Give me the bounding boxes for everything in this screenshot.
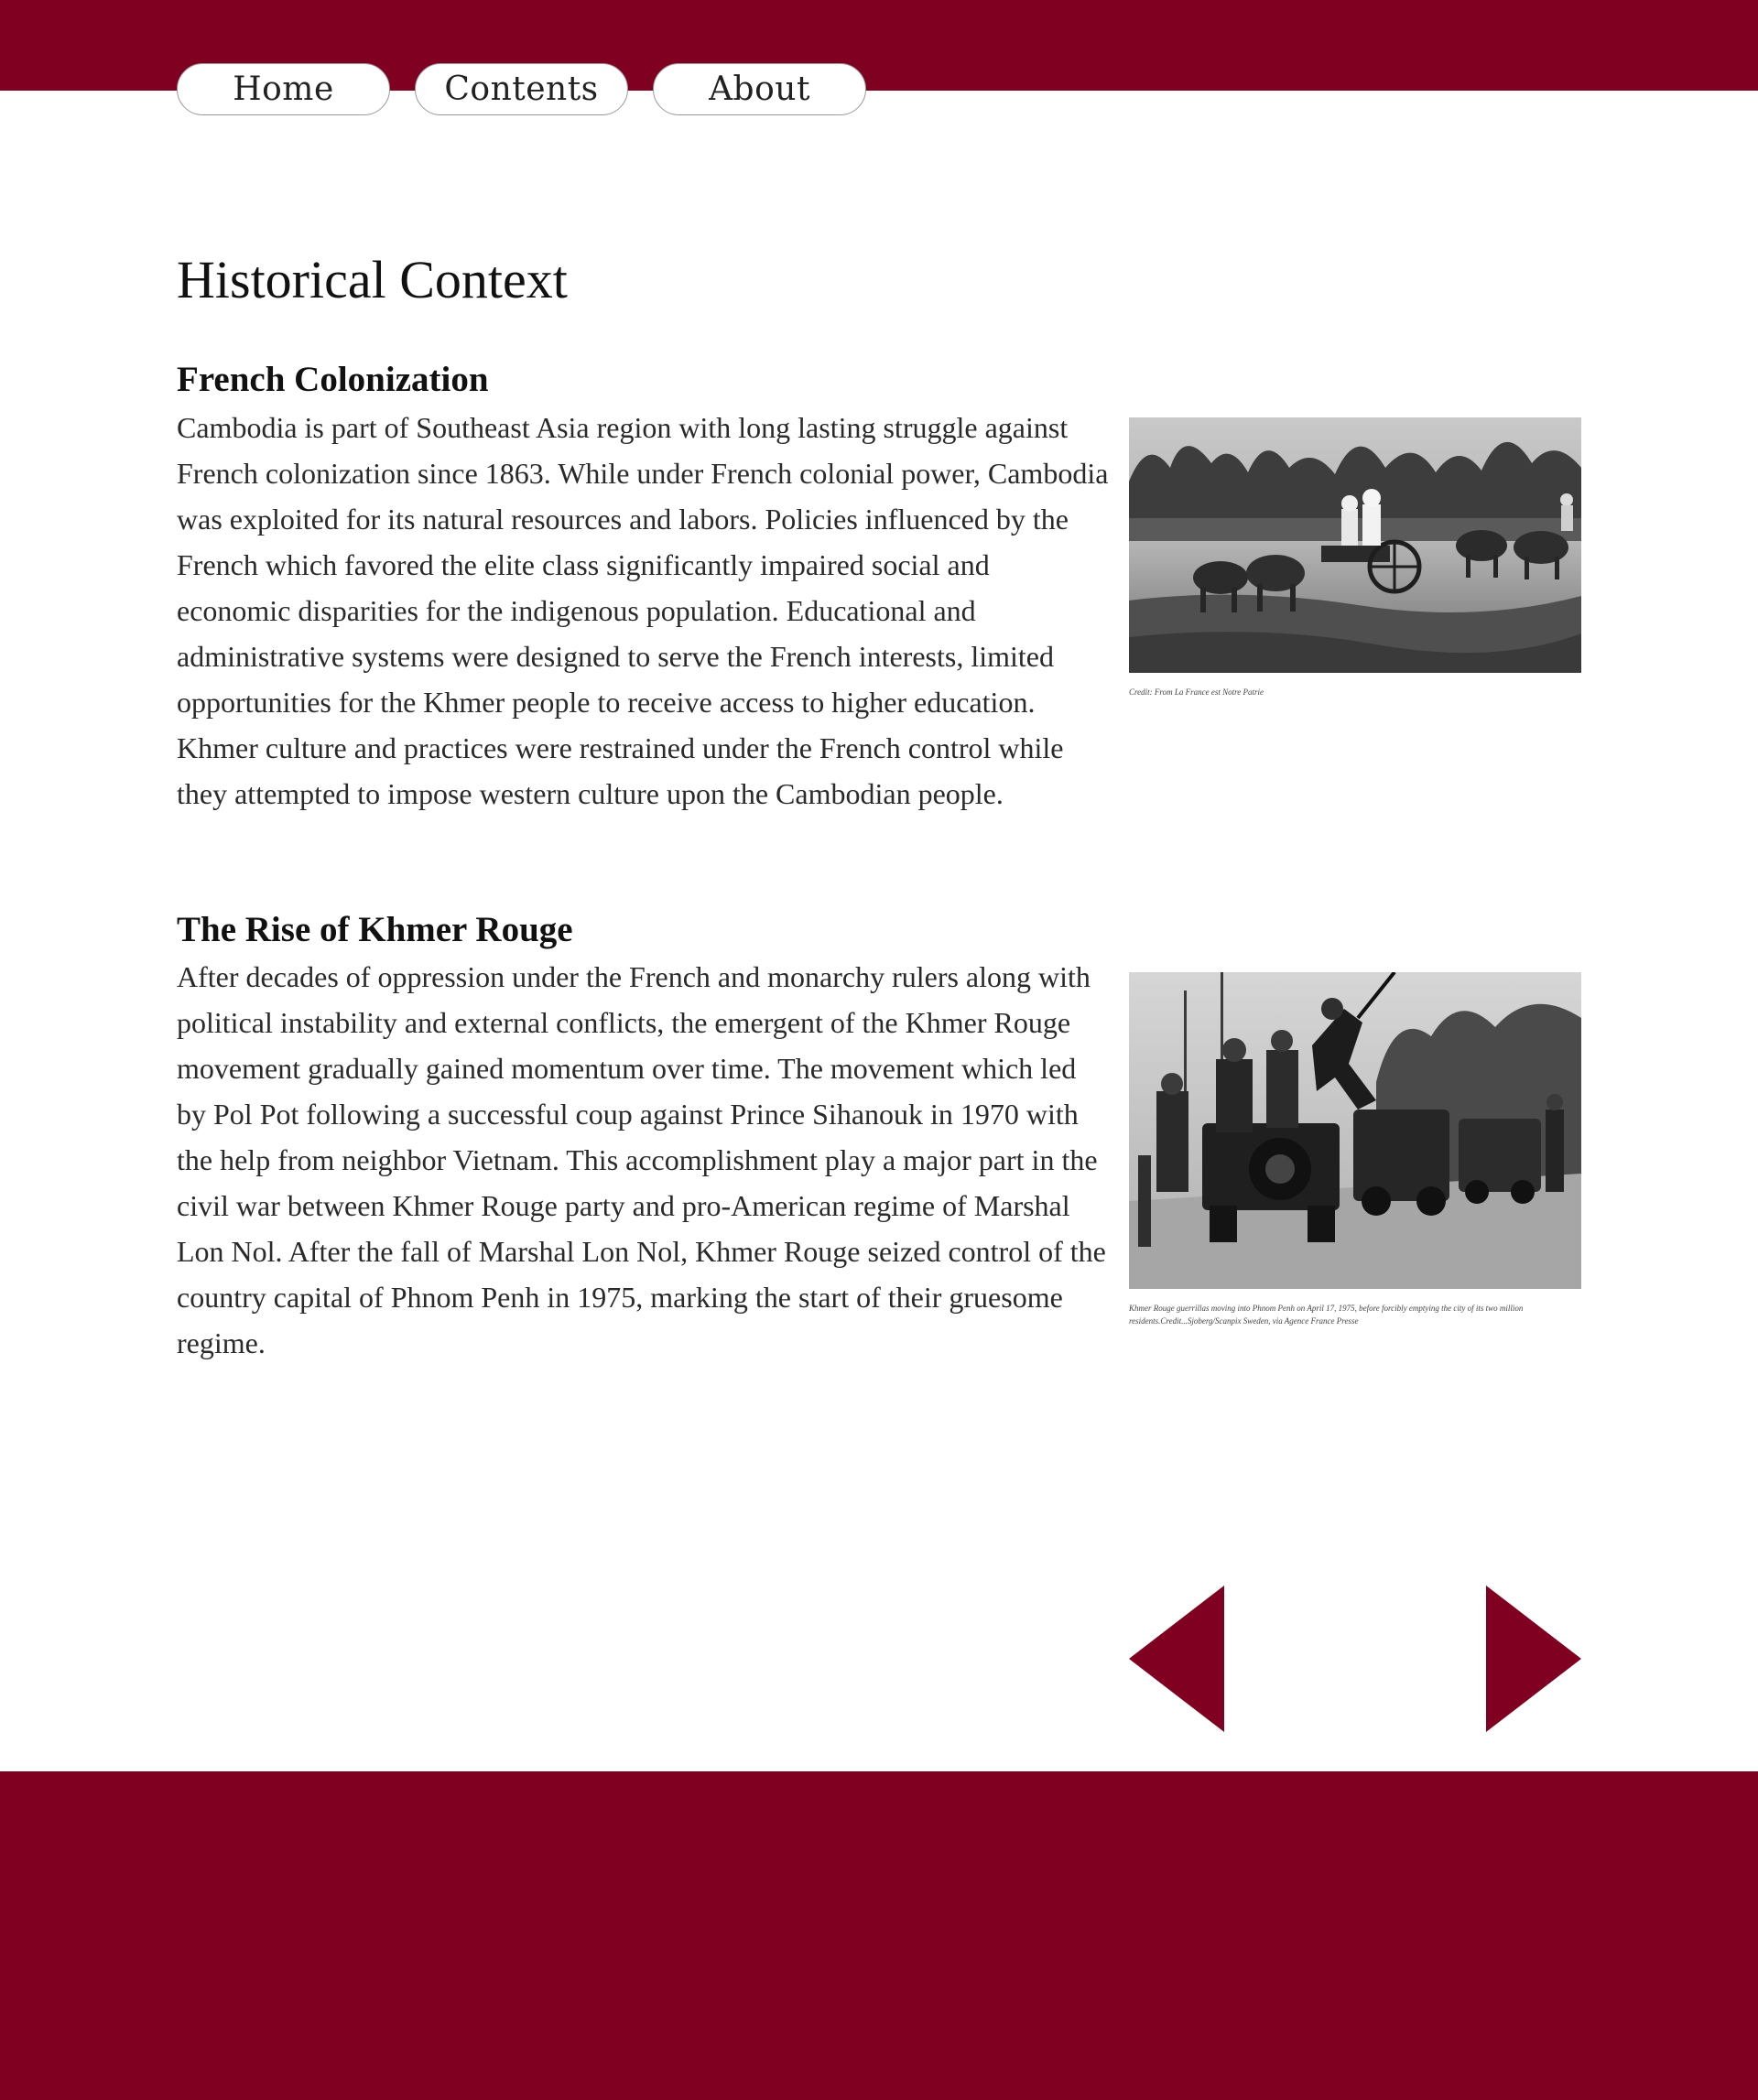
nav-about-button[interactable]: About [653, 63, 866, 115]
footer-band [0, 1771, 1758, 2100]
photo-khmer-rouge-graphic [1129, 972, 1581, 1289]
triangle-right-icon [1486, 1586, 1581, 1732]
section-text-khmer-rouge: After decades of oppression under the French and monarchy rulers along with political instability and external conflicts, the emergent of the Khmer Rouge movement gradually gained momentum over time. The movement which led by Pol Pot following a successful coup against Prince Sihanouk in 1970 with the help from neighbor Vietnam. This accomplishment play a major part in the civil war between Khmer Rouge party and pro-American regime of Marshal Lon Nol. After the fall of Marshal Lon Nol, Khmer Rouge seized control of the country capital of Phnom Penh in 1975, marking the start of their gruesome regime. [177, 960, 1106, 1359]
page-title: Historical Context [177, 250, 568, 309]
next-page-button[interactable] [1486, 1586, 1581, 1732]
nav-contents-button[interactable]: Contents [415, 63, 628, 115]
triangle-left-icon [1129, 1586, 1224, 1732]
section-title-khmer-rouge: The Rise of Khmer Rouge [177, 910, 573, 949]
prev-page-button[interactable] [1129, 1586, 1224, 1732]
section-title-french-colonization: French Colonization [177, 360, 489, 399]
photo-caption-french: Credit: From La France est Notre Patrie [1129, 687, 1264, 697]
photo-ox-cart-graphic [1129, 417, 1581, 673]
photo-caption-khmer-rouge: Khmer Rouge guerrillas moving into Phnom Penh on April 17, 1975, before forcibly emptying the city of its two million residents.Credit...Sjoberg/Scanpix Sweden, via Agence France Presse [1129, 1304, 1524, 1326]
nav-home-button[interactable]: Home [177, 63, 390, 115]
photo-ox-cart-image [1129, 417, 1581, 673]
section-text-french-colonization: Cambodia is part of Southeast Asia region with long lasting struggle against French colonization since 1863. While under French colonial power, Cambodia was exploited for its natural resources and labors. Policies influenced by the French which favored the elite class significantly impaired social and economic disparities for the indigenous population. Educational and administrative systems were designed to serve the French interests, limited opportunities for the Khmer people to receive access to higher education. Khmer culture and practices were restrained under the French control while they attempted to impose western culture upon the Cambodian people. [177, 411, 1109, 810]
photo-khmer-rouge-image [1129, 972, 1581, 1289]
